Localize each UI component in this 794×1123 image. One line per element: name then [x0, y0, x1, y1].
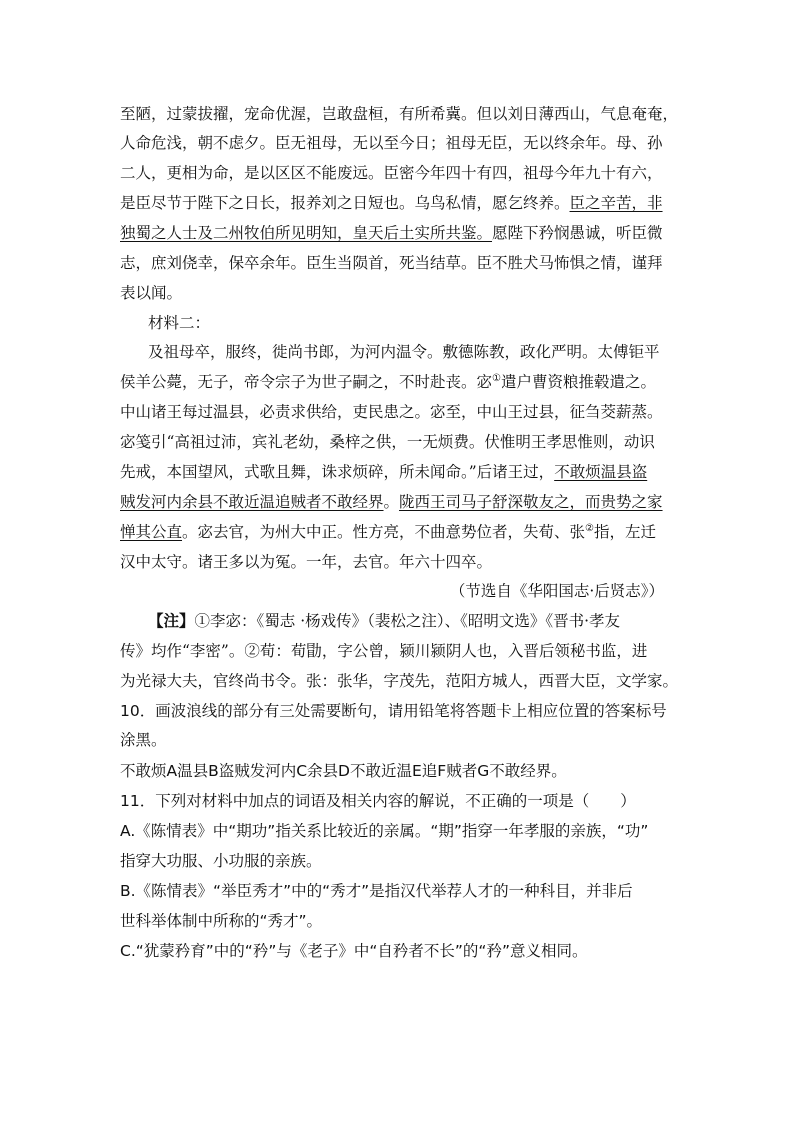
question-10-answer: 不敢烦A温县B盗贼发河内C余县D不敢近温E追F贼者G不敢经界。 — [120, 762, 567, 780]
passage-text: 遣户曹资粮推毂遣之。 — [500, 373, 656, 391]
passage-line: 人命危浅，朝不虑夕。臣无祖母，无以至今日；祖母无臣，无以终余年。母、孙 — [120, 134, 663, 152]
passage-text: 。宓去官，为州大中正。性方亮，不曲意势位者，失荀、张 — [182, 523, 586, 541]
passage-line — [120, 461, 647, 483]
passage-text: 愿陛下矜悯愚诚，听臣微 — [492, 224, 663, 242]
option-b: B.《陈情表》“举臣秀才”中的“秀才”是指汉代举荐人才的一种科目，并非后 — [120, 882, 633, 900]
passage-line — [120, 222, 663, 244]
notes-line — [148, 610, 620, 632]
option-a: A.《陈情表》中“期功”指关系比较近的亲属。“期”指穿一年孝服的亲族，“功” — [120, 822, 649, 840]
passage-text: 。 — [383, 493, 400, 511]
notes-text: ①李宓：《蜀志 ·杨戏传》（裴松之注）、《昭明文选》《晋书·孝友 — [194, 612, 621, 630]
passage-text: 是臣尽节于陛下之日长，报养刘之日短也。乌鸟私情，愿乞终养。 — [120, 194, 570, 212]
wavy-underlined-text: 贼发河内余县不敢近温追贼者不敢经界 — [120, 493, 384, 511]
question-10-stem: 10．画波浪线的部分有三处需要断句，请用铅笔将答题卡上相应位置的答案标号 — [120, 702, 667, 720]
passage-line: 中山诸王每过温县，必责求供给，吏民患之。宓至，中山王过县，征刍茭薪蒸。 — [120, 403, 663, 421]
underlined-text: 陇西王司马子舒深敬友之，而贵势之家 — [399, 493, 663, 511]
wavy-underlined-text: 不敢烦温县盗 — [554, 463, 648, 481]
wavy-underlined-text: 臣之辛苦，非 — [569, 194, 663, 212]
passage-text: 侯羊公薨，无子，帝令宗子为世子嗣之，不时赴丧。宓 — [120, 373, 493, 391]
notes-line: 传》均作“李密”。②荀：荀勖，字公曾，颍川颍阴人也，入晋后领秘书监，进 — [120, 642, 648, 660]
option-a-cont: 指穿大功服、小功服的亲族。 — [120, 852, 322, 870]
passage-line: 志，庶刘侥幸，保卒余年。臣生当陨首，死当结草。臣不胜犬马怖惧之情，谨拜 — [120, 254, 663, 272]
passage-line: 宓笺引“高祖过沛，宾礼老幼，桑梓之供，一无烦费。伏惟明王孝思惟则，动识 — [120, 433, 655, 451]
passage-line: 及祖母卒，服终，徙尚书郎，为河内温令。敷德陈教，政化严明。太傅钜平 — [148, 343, 660, 361]
notes-line: 为光禄大夫，官终尚书令。张：张华，字茂先，范阳方城人，西晋大臣，文学家。 — [120, 672, 679, 690]
passage-line — [120, 491, 663, 513]
footnote-marker: ① — [492, 372, 501, 384]
question-11-stem: 11．下列对材料中加点的词语及相关内容的解说，不正确的一项是（ ） — [120, 792, 636, 810]
passage-line: 二人，更相为命，是以区区不能废远。臣密今年四十有四，祖母今年九十有六， — [120, 164, 663, 182]
passage-line: 汉中太守。诸王多以为冤。一年，去官。年六十四卒。 — [120, 553, 493, 571]
passage-text: 指，左迁 — [594, 523, 657, 541]
passage-text: 先戒，本国望风，式歌且舞，诛求烦碎，所未闻命。”后诸王过， — [120, 463, 555, 481]
passage-line: 至陋，过蒙拔擢，宠命优渥，岂敢盘桓，有所希冀。但以刘日薄西山，气息奄奄， — [120, 105, 679, 123]
passage-line — [120, 371, 656, 393]
option-b-cont: 世科举体制中所称的“秀才”。 — [120, 912, 323, 930]
passage-line: 表以闻。 — [120, 284, 183, 302]
passage-line — [120, 521, 656, 543]
passage-line — [120, 192, 663, 214]
wavy-underlined-text: 独蜀之人士及二州牧伯所见明知，皇天后土实所共鉴。 — [120, 224, 493, 242]
notes-label: 【注】 — [148, 611, 195, 630]
underlined-text: 惮其公直 — [120, 523, 183, 541]
question-10-stem: 涂黑。 — [120, 731, 167, 749]
source-citation: （节选自《华阳国志·后贤志》） — [449, 582, 664, 600]
footnote-marker: ② — [585, 522, 594, 534]
material-heading: 材料二： — [148, 314, 211, 332]
option-c: C.“犹蒙矜育”中的“矜”与《老子》中“自矜者不长”的“矜”意义相同。 — [120, 942, 588, 960]
